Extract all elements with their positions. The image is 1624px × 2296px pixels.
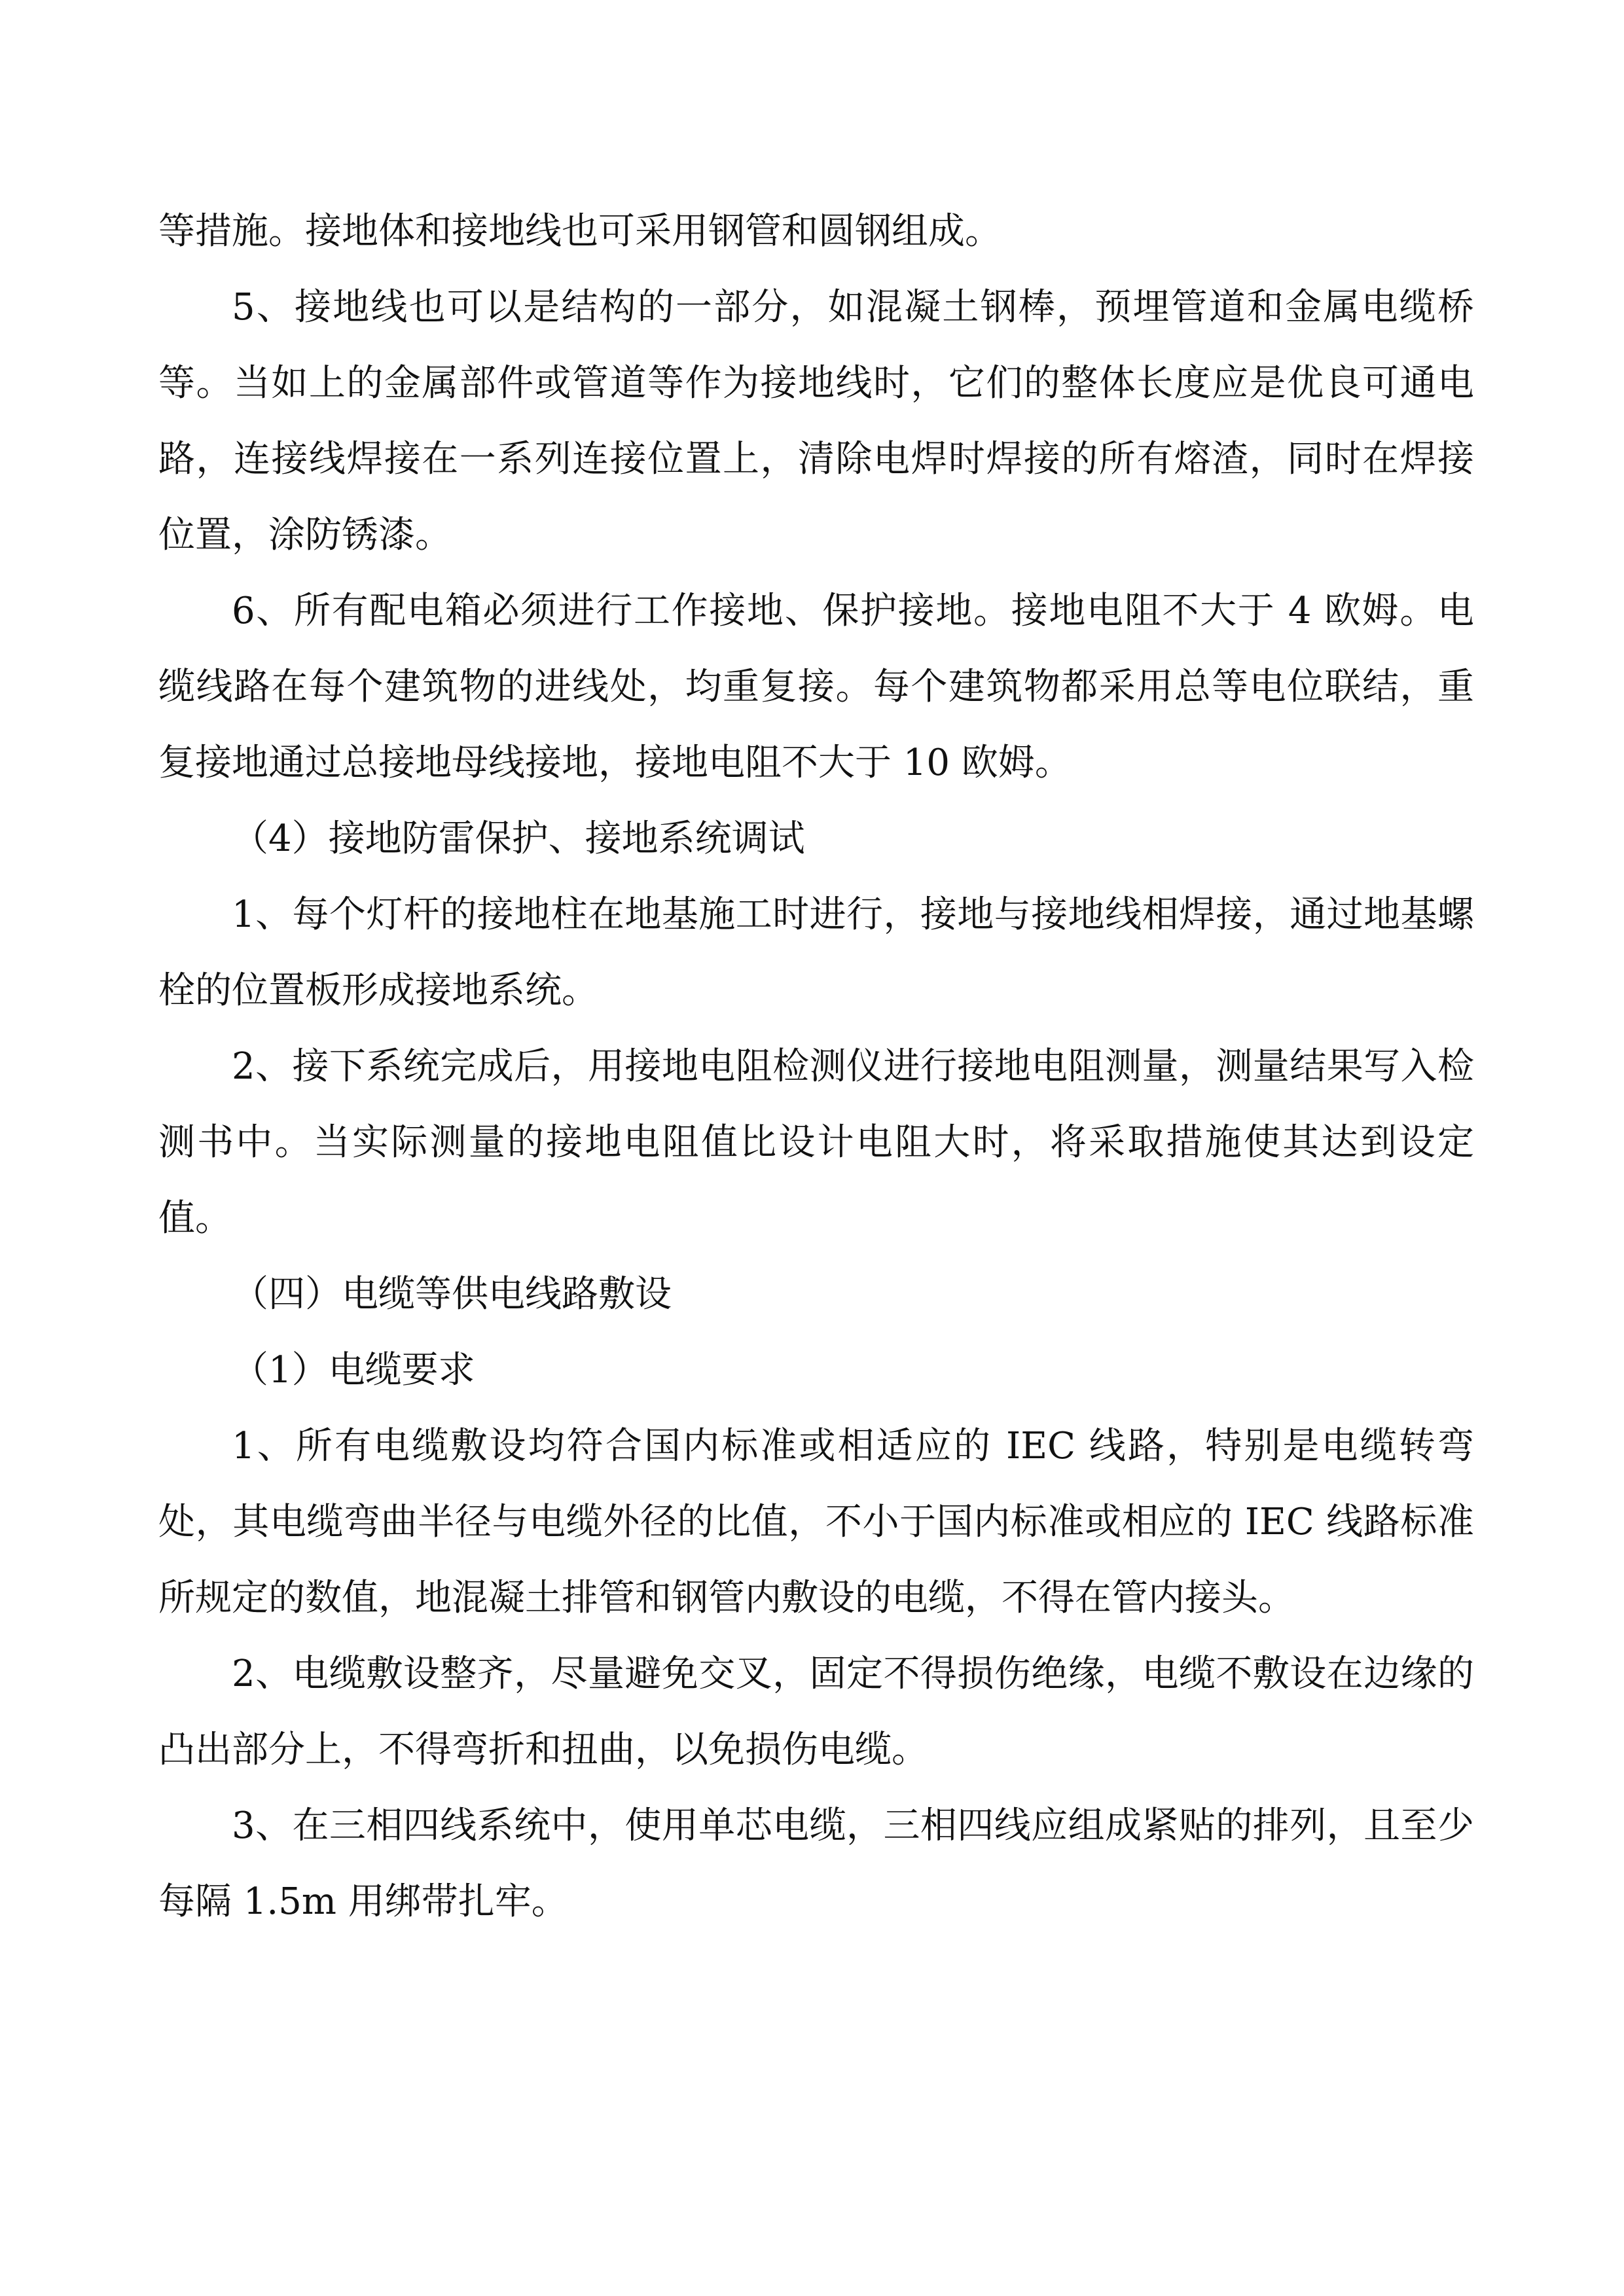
- paragraph-cable-2: 2、电缆敷设整齐，尽量避免交叉，固定不得损伤绝缘，电缆不敷设在边缘的凸出部分上，不得弯折和扭曲，以免损伤电缆。: [158, 1653, 1474, 1771]
- document-body: [158, 194, 1474, 1940]
- paragraph-item-6: 6、所有配电箱必须进行工作接地、保护接地。接地电阻不大于 4 欧姆。电缆线路在每个建筑物的进线处，均重复接。每个建筑物都采用总等电位联结，重复接地通过总接地母线接地，接地电阻不大于 10 欧姆。: [158, 590, 1474, 784]
- paragraph-grounding-1: 1、每个灯杆的接地柱在地基施工时进行，接地与接地线相焊接，通过地基螺栓的位置板形成接地系统。: [158, 893, 1474, 1012]
- paragraph-item-5: 5、接地线也可以是结构的一部分，如混凝土钢棒，预埋管道和金属电缆桥等。当如上的金属部件或管道等作为接地线时，它们的整体长度应是优良可通电路，连接线焊接在一系列连接位置上，清除电焊时焊接的所有熔渣，同时在焊接位置，涂防锈漆。: [158, 286, 1474, 556]
- paragraph-cable-1: 1、所有电缆敷设均符合国内标准或相适应的 IEC 线路，特别是电缆转弯处，其电缆弯曲半径与电缆外径的比值，不小于国内标准或相应的 IEC 线路标准所规定的数值，地混凝土排管和钢管内敷设的电缆，不得在管内接头。: [158, 1425, 1474, 1619]
- section-heading-grounding-test: （4）接地防雷保护、接地系统调试: [232, 817, 805, 860]
- section-heading-cable-laying: （四）电缆等供电线路敷设: [232, 1273, 672, 1316]
- section-heading-cable-requirements: （1）电缆要求: [232, 1349, 475, 1391]
- paragraph-grounding-2: 2、接下系统完成后，用接地电阻检测仪进行接地电阻测量，测量结果写入检测书中。当实际测量的接地电阻值比设计电阻大时，将采取措施使其达到设定值。: [158, 1045, 1474, 1240]
- paragraph-continuation: 等措施。接地体和接地线也可采用钢管和圆钢组成。: [158, 210, 1001, 253]
- paragraph-cable-3: 3、在三相四线系统中，使用单芯电缆，三相四线应组成紧贴的排列，且至少每隔 1.5m 用绑带扎牢。: [158, 1804, 1474, 1923]
